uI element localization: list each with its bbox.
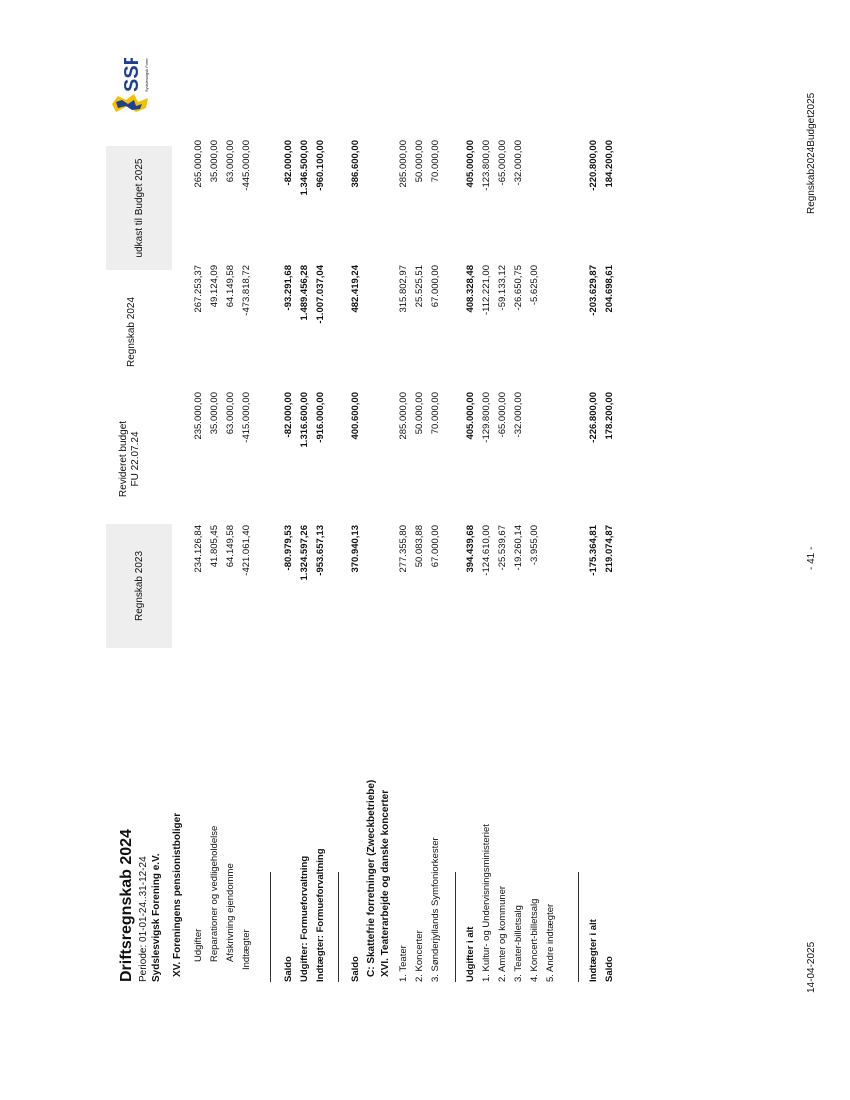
row-value-col2: -65.000,00: [497, 392, 508, 438]
ssf-logo-graphic: [108, 58, 160, 118]
row-value-col1: -19.260,14: [513, 525, 524, 571]
row-label: Indtægter i alt: [588, 919, 599, 982]
row-value-col4: 70.000,00: [430, 140, 441, 183]
row-value-col3: -112.221,00: [481, 265, 492, 316]
separator-rule: [270, 872, 271, 982]
row-value-col4: 63.000,00: [225, 140, 236, 183]
separator-rule: [338, 872, 339, 982]
row-value-col2: -916.000,00: [315, 392, 326, 443]
row-label: 3. Sønderjyllands Symfoniorkester: [430, 837, 441, 982]
row-value-col2: 285.000,00: [398, 392, 409, 440]
row-value-col3: -1.007.037,04: [315, 265, 326, 324]
report-title: Driftsregnskab 2024: [118, 829, 135, 982]
report-period: Periode: 01-01-24..31-12-24: [138, 856, 149, 982]
row-label: 5. Andre indtægter: [545, 903, 556, 982]
row-label: Reparationer og vedligeholdelse: [209, 825, 220, 962]
row-value-col3: 25.525,51: [414, 265, 425, 308]
row-value-col3: 49.124,09: [209, 265, 220, 308]
row-value-col1: 64.149,58: [225, 525, 236, 568]
row-value-col4: 1.346.500,00: [299, 140, 310, 196]
footer-page-number: - 41 -: [806, 546, 817, 570]
row-value-col2: 400.600,00: [350, 392, 361, 440]
row-value-col2: -129.800,00: [481, 392, 492, 443]
row-value-col2: 70.000,00: [430, 392, 441, 435]
row-value-col1: 50.083,88: [414, 525, 425, 568]
row-value-col1: -124.610,00: [481, 525, 492, 576]
row-label: Saldo: [350, 956, 361, 982]
row-value-col2: -415.000,00: [241, 392, 252, 443]
row-value-col3: 482.419,24: [350, 265, 361, 313]
row-value-col1: -25.539,67: [497, 525, 508, 571]
row-value-col2: 63.000,00: [225, 392, 236, 435]
row-value-col3: -59.133,12: [497, 265, 508, 311]
row-value-col4: 35.000,00: [209, 140, 220, 183]
column-header-budget-2025: [106, 146, 172, 270]
row-value-col2: 235.000,00: [193, 392, 204, 440]
row-value-col1: 394.439,68: [465, 525, 476, 573]
row-value-col1: -3.955,00: [529, 525, 540, 566]
row-value-col3: 204.698,61: [604, 265, 615, 313]
row-value-col4: -445.000,00: [241, 140, 252, 191]
row-value-col2: -82.000,00: [283, 392, 294, 438]
column-header-2023: [106, 524, 172, 648]
ssf-logo: [108, 58, 160, 118]
organization-name: Sydslesvigsk Forening e.V.: [151, 853, 162, 982]
section-title-xvi: XVI. Teaterarbejde og danske koncerter: [380, 789, 391, 977]
row-label: Udgifter: Formueforvaltning: [299, 855, 310, 982]
row-value-col1: -175.364,81: [588, 525, 599, 576]
row-value-col1: -80.979,53: [283, 525, 294, 571]
row-value-col4: 405.000,00: [465, 140, 476, 188]
footer-filename: Regnskab2024Budget2025: [806, 92, 817, 214]
row-label: 1. Kultur- og Undervisningsministeriet: [481, 824, 492, 982]
row-value-col3: 64.149,58: [225, 265, 236, 308]
row-value-col2: 1.316.600,00: [299, 392, 310, 448]
row-label: Udgifter i alt: [465, 926, 476, 982]
column-header-revised-budget-line2: FU 22.07.24: [130, 431, 141, 487]
row-value-col3: -203.629,87: [588, 265, 599, 316]
row-value-col4: -32.000,00: [513, 140, 524, 186]
row-label: 2. Koncerter: [414, 930, 425, 982]
row-label: Udgifter: [193, 928, 204, 962]
row-value-col1: 370.940,13: [350, 525, 361, 573]
row-value-col1: 41.805,45: [209, 525, 220, 568]
row-value-col2: -226.800,00: [588, 392, 599, 443]
row-value-col1: 277.355,80: [398, 525, 409, 573]
row-label: 4. Koncert-billetsalg: [529, 898, 540, 982]
row-value-col4: 184.200,00: [604, 140, 615, 188]
section-title-xv: XV. Foreningens pensionistboliger: [172, 812, 183, 977]
row-value-col2: 178.200,00: [604, 392, 615, 440]
column-header-2024: Regnskab 2024: [126, 296, 137, 368]
row-value-col2: 35.000,00: [209, 392, 220, 435]
row-value-col1: 1.324.597,26: [299, 525, 310, 581]
row-value-col3: -5.625,00: [529, 265, 540, 306]
row-value-col3: -93.291,68: [283, 265, 294, 311]
column-header-2023-label: Regnskab 2023: [133, 550, 145, 622]
row-value-col3: 67.000,00: [430, 265, 441, 308]
row-value-col3: 267.253,37: [193, 265, 204, 313]
row-value-col2: -32.000,00: [513, 392, 524, 438]
footer-date: 14-04-2025: [806, 941, 817, 993]
row-value-col4: 50.000,00: [414, 140, 425, 183]
row-label: Indtægter: [241, 929, 252, 970]
row-label: Saldo: [283, 956, 294, 982]
row-label: Saldo: [604, 956, 615, 982]
row-value-col3: 408.328,48: [465, 265, 476, 313]
row-value-col4: 386.600,00: [350, 140, 361, 188]
svg-text:SSF: SSF: [121, 58, 143, 92]
row-value-col1: -953.657,13: [315, 525, 326, 576]
row-value-col4: -82.000,00: [283, 140, 294, 186]
column-header-revised-budget: [118, 394, 158, 524]
row-value-col1: 219.074,87: [604, 525, 615, 573]
row-value-col4: -220.800,00: [588, 140, 599, 191]
row-value-col4: 265.000,00: [193, 140, 204, 188]
row-value-col4: 285.000,00: [398, 140, 409, 188]
separator-rule: [578, 872, 579, 982]
row-label: 1. Teater: [398, 945, 409, 982]
row-label: 3. Teater-billetsalg: [513, 905, 524, 982]
row-label: 2. Amter og kommuner: [497, 885, 508, 982]
row-value-col4: -65.000,00: [497, 140, 508, 186]
row-value-col4: -123.800,00: [481, 140, 492, 191]
column-header-revised-budget-line1: Revideret budget: [118, 420, 129, 498]
row-value-col1: 67.000,00: [430, 525, 441, 568]
section-title-c: C: Skattefrie forretninger (Zweckbetriebe): [366, 779, 377, 977]
svg-text:Sydslesvigsk Forening: Sydslesvigsk Forening: [144, 58, 149, 92]
row-value-col3: 315.802,97: [398, 265, 409, 313]
row-value-col2: 405.000,00: [465, 392, 476, 440]
row-value-col3: -26.650,75: [513, 265, 524, 311]
row-label: Indtægter: Formueforvaltning: [315, 848, 326, 982]
row-value-col4: -960.100,00: [315, 140, 326, 191]
row-value-col1: -421.061,40: [241, 525, 252, 576]
row-value-col3: -473.818,72: [241, 265, 252, 316]
row-value-col2: 50.000,00: [414, 392, 425, 435]
column-header-budget-2025-label: udkast til Budget 2025: [133, 158, 145, 258]
separator-rule: [455, 872, 456, 982]
row-value-col1: 234.126,84: [193, 525, 204, 573]
row-label: Afskrivning ejendomme: [225, 863, 236, 962]
row-value-col3: 1.489.456,28: [299, 265, 310, 321]
